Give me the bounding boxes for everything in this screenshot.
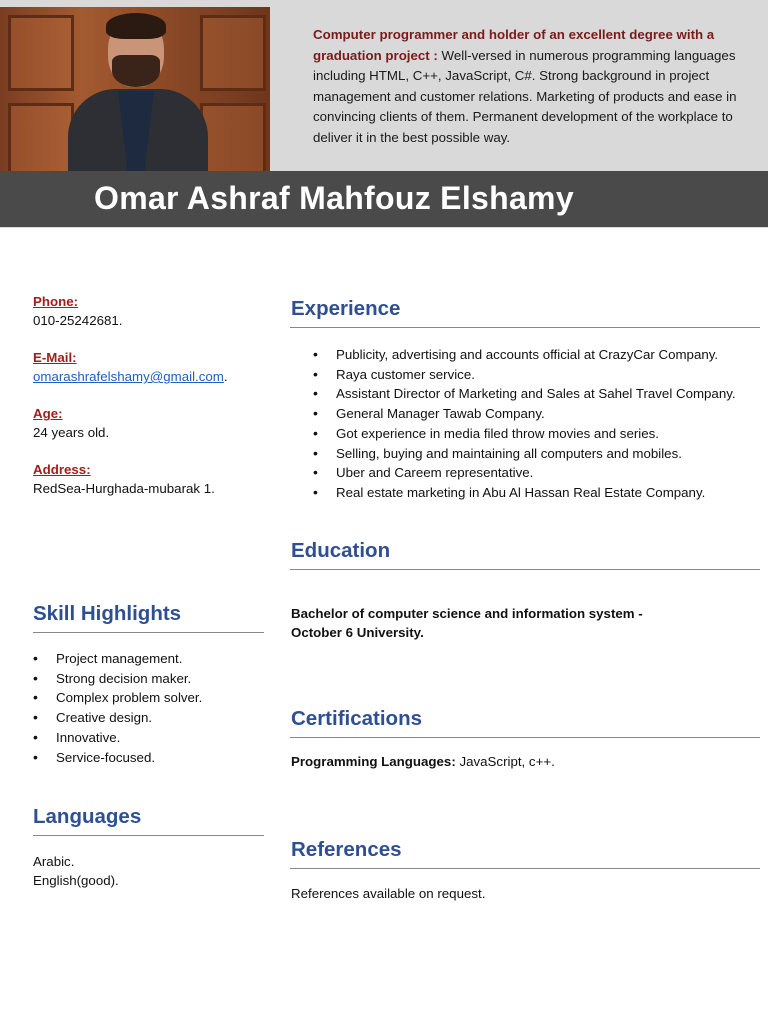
list-item: • Selling, buying and maintaining all computers and mobiles. <box>313 444 760 464</box>
certifications-title: Certifications <box>290 707 760 738</box>
list-item: • Uber and Careem representative. <box>313 463 760 483</box>
contact-section <box>33 292 265 516</box>
profile-photo <box>0 7 270 179</box>
list-item: • Real estate marketing in Abu Al Hassan Real Estate Company. <box>313 483 760 503</box>
email-block <box>33 348 265 386</box>
list-item: • Raya customer service. <box>313 365 760 385</box>
summary-lead: Computer programmer and holder of an excellent degree with a graduation project : <box>313 27 715 63</box>
education-degree: Bachelor of computer science and information system - <box>291 606 643 621</box>
certifications-label: Programming Languages: <box>291 754 456 769</box>
list-item: • Publicity, advertising and accounts official at CrazyCar Company. <box>313 345 760 365</box>
skills-title: Skill Highlights <box>33 602 264 633</box>
address-value: RedSea-Hurghada-mubarak 1. <box>33 481 215 496</box>
education-details <box>290 604 760 642</box>
education-title: Education <box>290 539 760 570</box>
references-text: References available on request. <box>291 886 486 901</box>
phone-value: 010-25242681. <box>33 313 123 328</box>
age-value: 24 years old. <box>33 425 110 440</box>
experience-title: Experience <box>290 297 760 328</box>
languages-section <box>33 805 264 890</box>
list-item: • Project management. <box>33 649 264 669</box>
profile-summary <box>313 25 743 148</box>
phone-label: Phone: <box>33 294 79 309</box>
certifications-details <box>290 752 760 771</box>
age-block <box>33 404 265 442</box>
list-item: Arabic. <box>33 854 75 869</box>
age-label: Age: <box>33 406 63 421</box>
email-suffix: . <box>223 369 228 384</box>
references-title: References <box>290 838 760 869</box>
list-item: • Assistant Director of Marketing and Sales at Sahel Travel Company. <box>313 384 760 404</box>
candidate-name: Omar Ashraf Mahfouz Elshamy <box>94 180 574 216</box>
languages-list <box>33 852 264 890</box>
education-university: October 6 University. <box>291 625 424 640</box>
experience-section <box>290 297 760 503</box>
phone-block <box>33 292 265 330</box>
list-item: • Strong decision maker. <box>33 669 264 689</box>
list-item: • Innovative. <box>33 728 264 748</box>
certifications-value: JavaScript, c++. <box>455 754 555 769</box>
references-section <box>290 838 760 903</box>
address-block <box>33 460 265 498</box>
summary-text: Well-versed in numerous programming languages including HTML, C++, JavaScript, C#. Strong background in project management and customer relations. Marketing of products and ease in convincing clients of them. Permanent development of the workplace to deliver it in the best possible way. <box>313 47 737 145</box>
languages-title: Languages <box>33 805 264 836</box>
address-label: Address: <box>33 462 91 477</box>
list-item: • Service-focused. <box>33 748 264 768</box>
email-link[interactable]: omarashrafelshamy@gmail.com <box>33 369 224 384</box>
education-section <box>290 539 760 642</box>
name-bar <box>0 171 768 227</box>
skills-section <box>33 602 264 767</box>
experience-list <box>290 345 760 503</box>
email-value <box>33 367 265 386</box>
list-item: • Creative design. <box>33 708 264 728</box>
list-item: English(good). <box>33 873 119 888</box>
certifications-section <box>290 707 760 771</box>
list-item: • Got experience in media filed throw movies and series. <box>313 424 760 444</box>
list-item: • Complex problem solver. <box>33 688 264 708</box>
skills-list <box>33 649 264 767</box>
list-item: • General Manager Tawab Company. <box>313 404 760 424</box>
email-label: E-Mail: <box>33 350 77 365</box>
